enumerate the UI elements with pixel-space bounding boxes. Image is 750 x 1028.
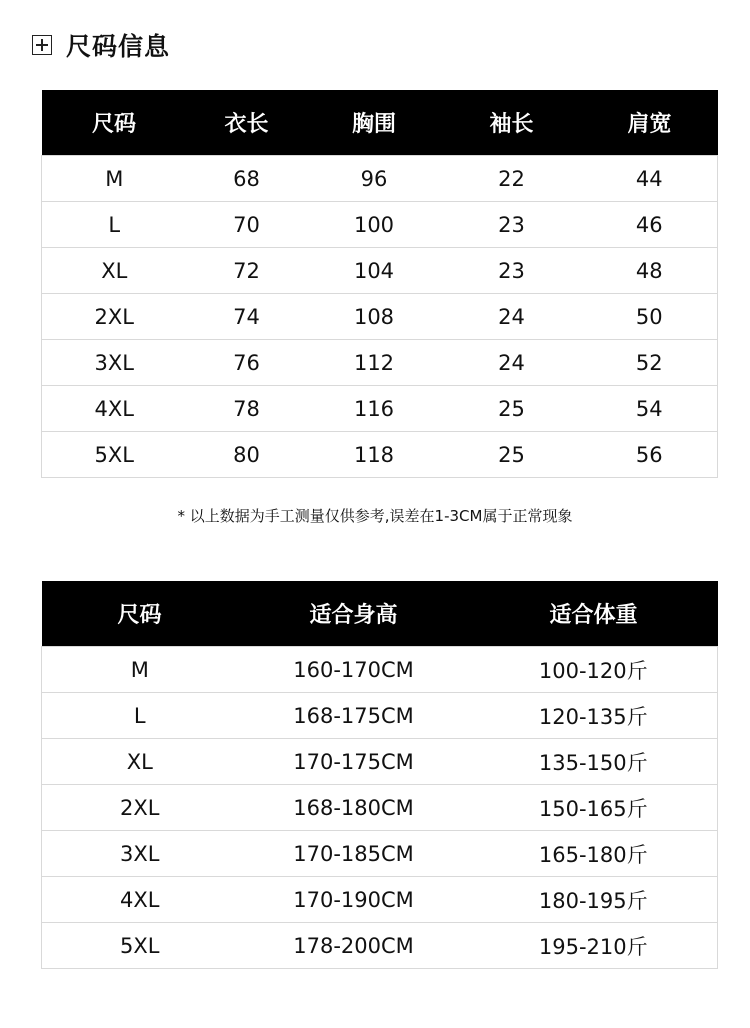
cell-size: M [42,156,187,202]
cell-chest: 116 [307,386,442,432]
cell-chest: 104 [307,248,442,294]
cell-height: 168-180CM [238,785,470,831]
table-header-row [42,90,718,156]
cell-size: XL [42,248,187,294]
table-row [42,202,718,248]
table-row [42,294,718,340]
cell-weight: 180-195斤 [470,877,718,923]
cell-sleeve: 25 [442,386,582,432]
table-row [42,386,718,432]
header-cell-size: 尺码 [42,90,187,156]
cell-size: 3XL [42,340,187,386]
cell-sleeve: 23 [442,202,582,248]
cell-height: 178-200CM [238,923,470,969]
cell-length: 72 [187,248,307,294]
cell-size: 4XL [42,877,238,923]
header-cell-weight: 适合体重 [470,581,718,647]
table-row [42,647,718,693]
cell-sleeve: 24 [442,294,582,340]
table-row [42,785,718,831]
cell-height: 160-170CM [238,647,470,693]
cell-weight: 150-165斤 [470,785,718,831]
cell-height: 170-190CM [238,877,470,923]
cell-length: 74 [187,294,307,340]
table-row [42,877,718,923]
cell-chest: 118 [307,432,442,478]
cell-size: 2XL [42,785,238,831]
header-cell-height: 适合身高 [238,581,470,647]
cell-sleeve: 23 [442,248,582,294]
cell-chest: 112 [307,340,442,386]
measurement-note: * 以上数据为手工测量仅供参考,误差在1-3CM属于正常现象 [177,507,573,525]
cell-weight: 120-135斤 [470,693,718,739]
cell-chest: 96 [307,156,442,202]
cell-size: 3XL [42,831,238,877]
header-cell-length: 衣长 [187,90,307,156]
table-row [42,831,718,877]
table-row [42,340,718,386]
cell-sleeve: 25 [442,432,582,478]
header-cell-size: 尺码 [42,581,238,647]
cell-sleeve: 24 [442,340,582,386]
cell-size: L [42,693,238,739]
cell-height: 168-175CM [238,693,470,739]
cell-size: 2XL [42,294,187,340]
cell-length: 68 [187,156,307,202]
header-cell-chest: 胸围 [307,90,442,156]
table-row [42,156,718,202]
cell-shoulder: 46 [582,202,718,248]
cell-size: M [42,647,238,693]
cell-height: 170-175CM [238,739,470,785]
size-fit-table [41,581,718,969]
table-row [42,739,718,785]
cell-weight: 195-210斤 [470,923,718,969]
cell-chest: 100 [307,202,442,248]
cell-weight: 100-120斤 [470,647,718,693]
cell-size: L [42,202,187,248]
cell-chest: 108 [307,294,442,340]
cell-length: 80 [187,432,307,478]
table-header-row [42,581,718,647]
table-row [42,248,718,294]
cell-weight: 165-180斤 [470,831,718,877]
cell-size: 5XL [42,923,238,969]
cell-shoulder: 54 [582,386,718,432]
cell-length: 78 [187,386,307,432]
cell-weight: 135-150斤 [470,739,718,785]
cell-shoulder: 50 [582,294,718,340]
cell-size: 4XL [42,386,187,432]
table-row [42,923,718,969]
header-cell-sleeve: 袖长 [442,90,582,156]
plus-box-icon [32,35,52,55]
cell-height: 170-185CM [238,831,470,877]
table-row [42,432,718,478]
header-cell-shoulder: 肩宽 [582,90,718,156]
cell-length: 70 [187,202,307,248]
cell-length: 76 [187,340,307,386]
cell-shoulder: 48 [582,248,718,294]
cell-size: XL [42,739,238,785]
cell-shoulder: 52 [582,340,718,386]
cell-size: 5XL [42,432,187,478]
cell-shoulder: 56 [582,432,718,478]
cell-sleeve: 22 [442,156,582,202]
table-row [42,693,718,739]
size-measurement-table [41,90,718,478]
section-header [32,28,170,62]
section-title: 尺码信息 [66,32,171,61]
cell-shoulder: 44 [582,156,718,202]
